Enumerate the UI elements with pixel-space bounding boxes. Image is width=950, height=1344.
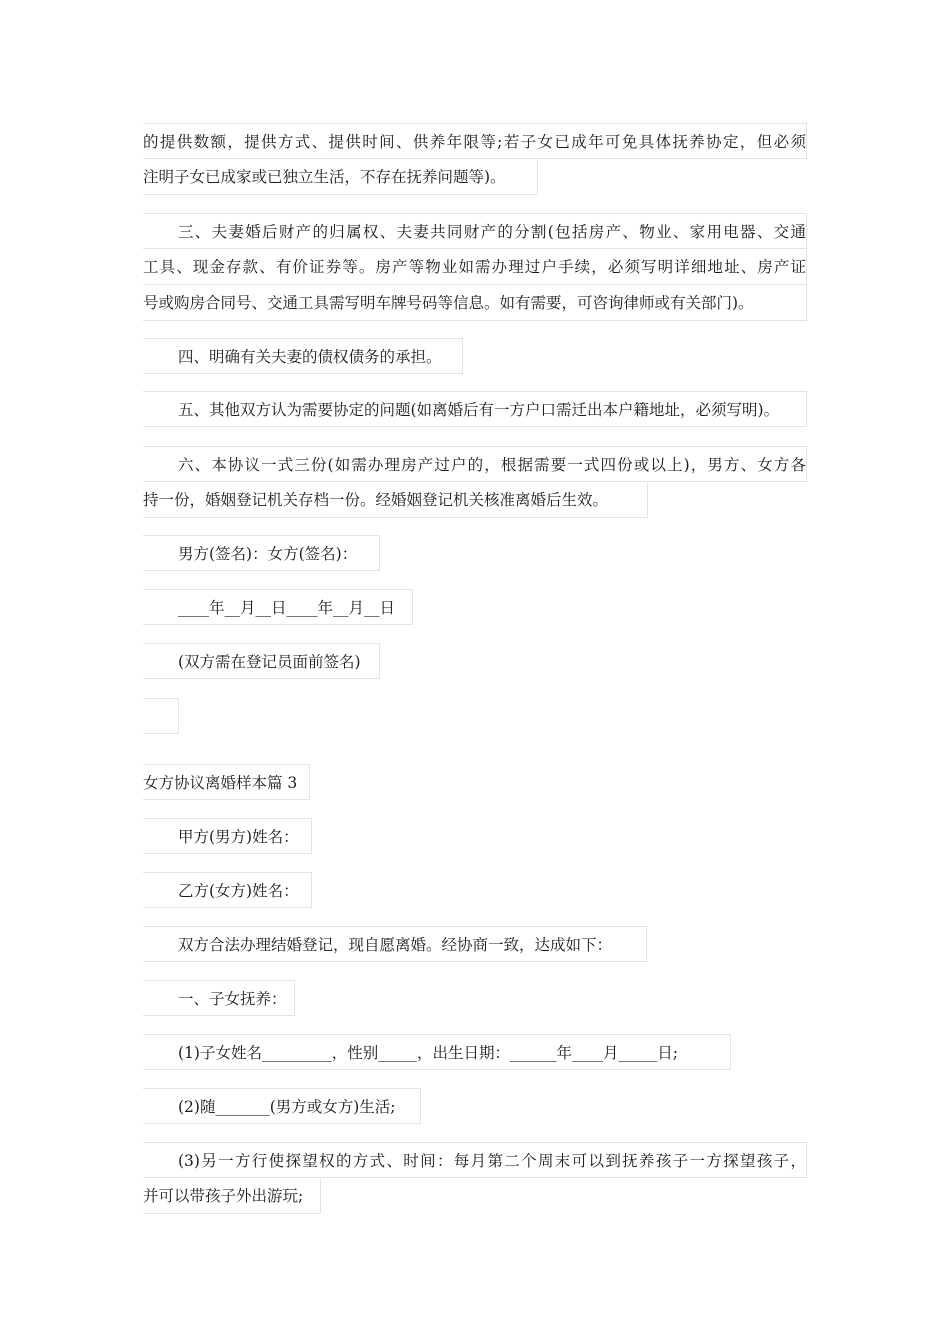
paragraph xyxy=(143,535,807,571)
text-line: 号或购房合同号、交通工具需写明车牌号码等信息。如有需要，可咨询律师或有关部门)。 xyxy=(143,285,807,321)
paragraph xyxy=(143,1088,807,1124)
text-line: 男方(签名)：女方(签名)： xyxy=(143,535,380,571)
text-line: (2)随_______(男方或女方)生活; xyxy=(143,1088,421,1124)
paragraph xyxy=(143,123,807,195)
text-line: (双方需在登记员面前签名) xyxy=(143,643,380,679)
text-line: 甲方(男方)姓名： xyxy=(143,818,312,854)
paragraph xyxy=(143,698,807,734)
paragraph xyxy=(143,446,807,518)
paragraph xyxy=(143,1142,807,1214)
paragraph xyxy=(143,980,807,1016)
paragraph xyxy=(143,391,807,427)
paragraph xyxy=(143,213,807,321)
text-line: 持一份，婚姻登记机关存档一份。经婚姻登记机关核准离婚后生效。 xyxy=(143,482,648,518)
paragraph xyxy=(143,818,807,854)
text-line: 一、子女抚养： xyxy=(143,980,295,1016)
text-line: 工具、现金存款、有价证券等。房产等物业如需办理过户手续，必须写明详细地址、房产证 xyxy=(143,249,807,285)
text-line: 并可以带孩子外出游玩; xyxy=(143,1178,321,1214)
paragraph xyxy=(143,926,807,962)
paragraph xyxy=(143,589,807,625)
text-line xyxy=(143,698,179,734)
paragraph xyxy=(143,872,807,908)
text-line: 的提供数额，提供方式、提供时间、供养年限等;若子女已成年可免具体抚养协定，但必须 xyxy=(143,123,807,159)
text-line: 注明子女已成家或已独立生活，不存在抚养问题等)。 xyxy=(143,159,538,195)
text-line: 乙方(女方)姓名： xyxy=(143,872,312,908)
text-line: 双方合法办理结婚登记，现自愿离婚。经协商一致，达成如下： xyxy=(143,926,647,962)
text-line: 六、本协议一式三份(如需办理房产过户的，根据需要一式四份或以上)，男方、女方各 xyxy=(143,446,807,482)
text-line: 四、明确有关夫妻的债权债务的承担。 xyxy=(143,338,463,374)
text-line: (3)另一方行使探望权的方式、时间：每月第二个周末可以到抚养孩子一方探望孩子， xyxy=(143,1142,807,1178)
text-line: (1)子女姓名_________，性别_____，出生日期：______年____月_____日; xyxy=(143,1034,731,1070)
paragraph xyxy=(143,643,807,679)
section-heading: 女方协议离婚样本篇 3 xyxy=(143,764,310,800)
text-line: ____年__月__日____年__月__日 xyxy=(143,589,413,625)
paragraph xyxy=(143,338,807,374)
text-line: 五、其他双方认为需要协定的问题(如离婚后有一方户口需迁出本户籍地址，必须写明)。 xyxy=(143,391,807,427)
paragraph xyxy=(143,1034,807,1070)
paragraph xyxy=(143,764,807,800)
text-line: 三、夫妻婚后财产的归属权、夫妻共同财产的分割(包括房产、物业、家用电器、交通 xyxy=(143,213,807,249)
